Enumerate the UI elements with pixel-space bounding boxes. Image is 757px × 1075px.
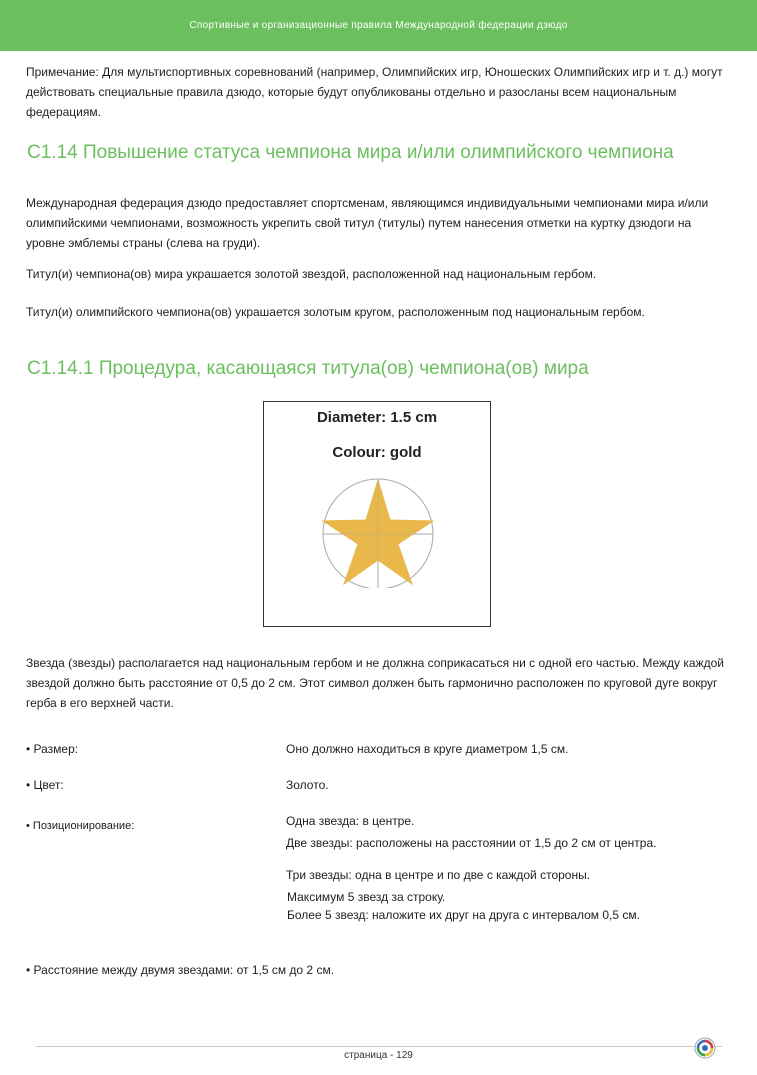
positioning-one-star: Одна звезда: в центре. [286, 814, 415, 828]
gold-star-icon [318, 478, 438, 588]
star-figure [263, 401, 491, 627]
page-header [0, 0, 757, 51]
color-label: • Цвет: [26, 778, 64, 792]
figure-diameter-label: Diameter: 1.5 cm [316, 409, 438, 426]
positioning-more-than-five: Более 5 звезд: наложите их друг на друга с интервалом 0,5 см. [287, 908, 640, 922]
section-heading-c1-14-1: C1.14.1 Процедура, касающаяся титула(ов) чемпиона(ов) мира [27, 358, 589, 379]
star-placement-paragraph: Звезда (звезды) располагается над национальным гербом и не должна соприкасаться ни с одной его частью. Между каждой звездой должно быть расстояние от 0,5 до 2 см. Этот символ должен быть гармонично расположен по круговой дуге вокруг герба в его верхней части. [26, 656, 724, 710]
distance-between-stars: • Расстояние между двумя звездами: от 1,5 см до 2 см. [26, 963, 335, 977]
header-title: Спортивные и организационные правила Международной федерации дзюдо [189, 20, 568, 31]
ijf-logo-icon [694, 1037, 716, 1059]
intro-paragraph: Международная федерация дзюдо предоставляет спортсменам, являющимся индивидуальными чемпионами мира и/или олимпийскими чемпионами, возможность укрепить свой титул (титулы) путем нанесения отметки на куртку дзюдоги на уровне эмблемы страны (слева на груди). [26, 196, 709, 250]
note-paragraph: Примечание: Для мультиспортивных соревнований (например, Олимпийских игр, Юношеских Олимпийских игр и т. д.) могут действовать специальные правила дзюдо, которые будут опубликованы отдельно и разосланы всем национальным федерациям. [26, 65, 723, 119]
positioning-two-stars: Две звезды: расположены на расстоянии от 1,5 до 2 см от центра. [286, 836, 657, 850]
positioning-three-stars: Три звезды: одна в центре и по две с каждой стороны. [286, 868, 591, 882]
figure-colour-label: Colour: gold [332, 444, 422, 461]
positioning-max-per-row: Максимум 5 звезд за строку. [287, 890, 446, 904]
positioning-label: • Позиционирование: [26, 820, 135, 832]
size-label: • Размер: [26, 742, 79, 756]
footer-divider [36, 1046, 722, 1047]
page-number: страница - 129 [344, 1050, 413, 1061]
section-heading-c1-14: C1.14 Повышение статуса чемпиона мира и/или олимпийского чемпиона [27, 142, 674, 163]
size-value: Оно должно находиться в круге диаметром 1,5 см. [286, 742, 569, 756]
olympic-champion-paragraph: Титул(и) олимпийского чемпиона(ов) украшается золотым кругом, расположенным под национальным гербом. [26, 305, 645, 319]
world-champion-paragraph: Титул(и) чемпиона(ов) мира украшается золотой звездой, расположенной над национальным гербом. [26, 267, 597, 281]
color-value: Золото. [286, 778, 329, 792]
